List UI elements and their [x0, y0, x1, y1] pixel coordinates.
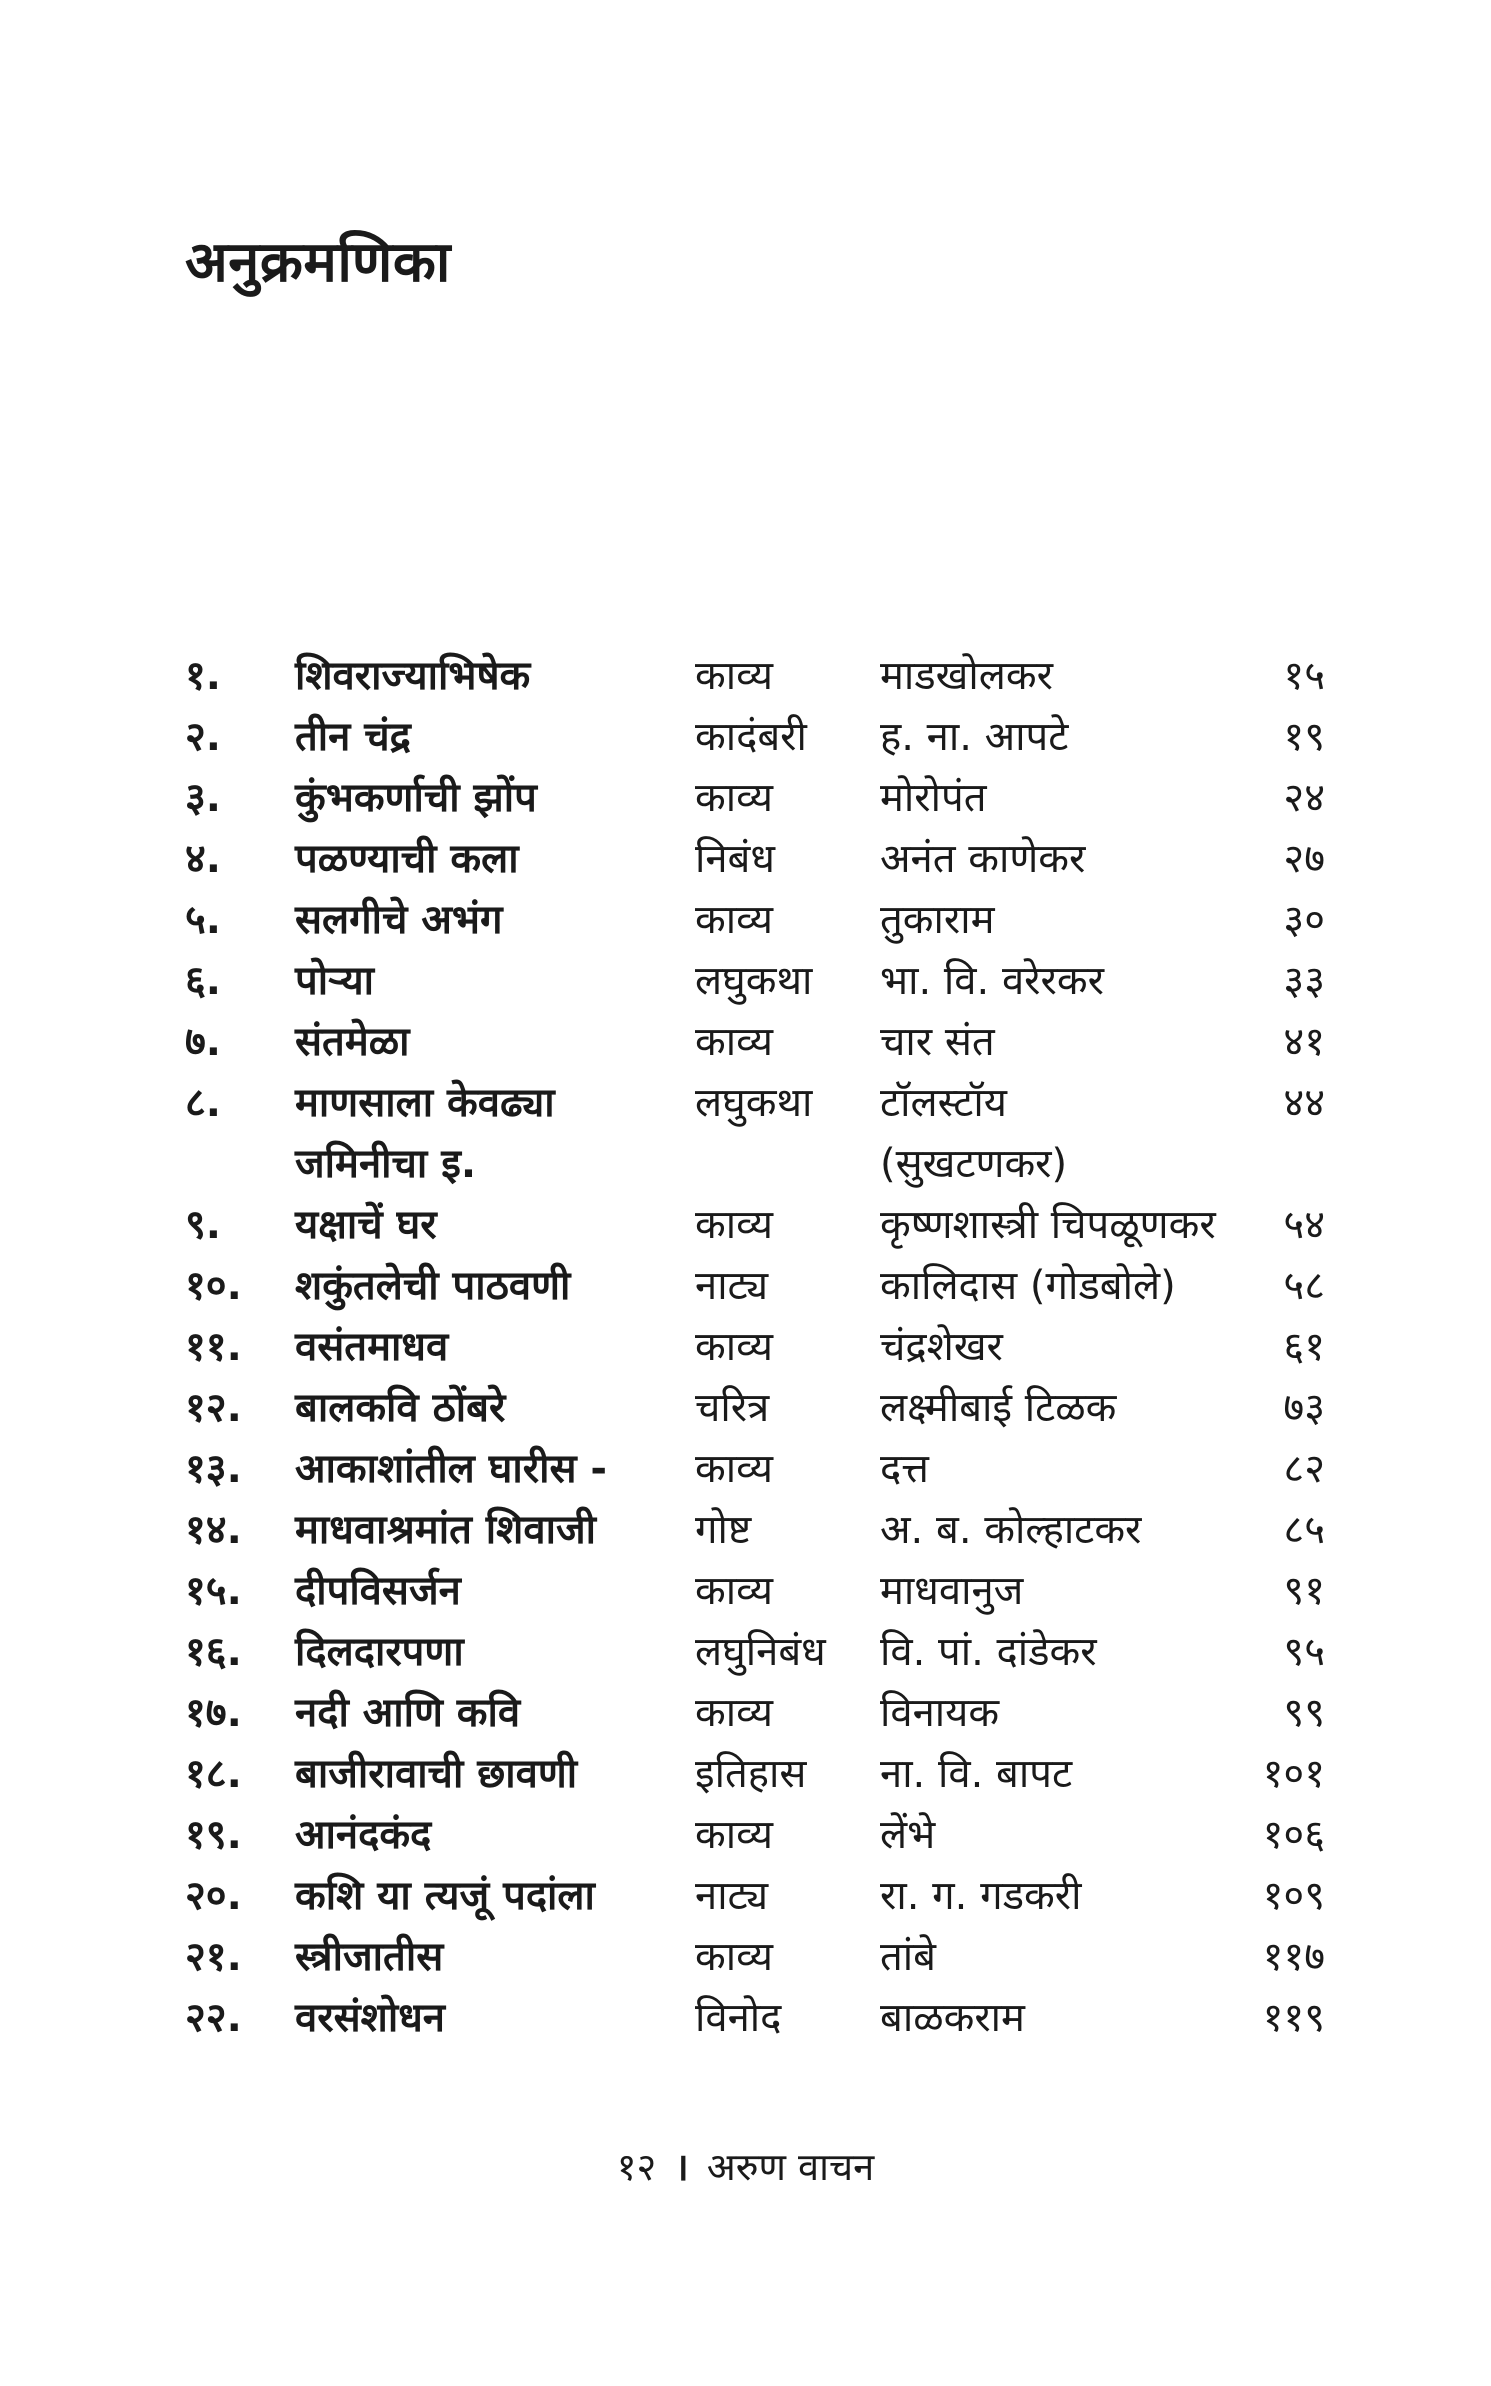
- entry-number: ८.: [185, 1080, 221, 1126]
- entry-title: संतमेळा: [295, 1019, 410, 1065]
- entry-author: चार संत: [880, 1019, 995, 1065]
- entry-genre: लघुनिबंध: [695, 1629, 826, 1675]
- toc-row: [185, 1317, 1325, 1378]
- entry-title: नदी आणि कवि: [295, 1690, 521, 1736]
- entry-title: तीन चंद्र: [295, 714, 411, 760]
- entry-page: ६१: [1283, 1324, 1325, 1370]
- toc-row: [185, 1256, 1325, 1317]
- entry-author: माडखोलकर: [880, 653, 1053, 699]
- entry-number: २२.: [185, 1995, 242, 2041]
- entry-author: भा. वि. वरेरकर: [880, 958, 1104, 1004]
- entry-author: तांबे: [880, 1934, 936, 1980]
- entry-author: अ. ब. कोल्हाटकर: [880, 1507, 1142, 1553]
- toc-row: [185, 1500, 1325, 1561]
- entry-title: वसंतमाधव: [295, 1324, 449, 1370]
- entry-title-line-1: माणसाला केवढ्या: [295, 1080, 555, 1126]
- toc-row: [185, 1744, 1325, 1805]
- entry-title: आनंदकंद: [295, 1812, 432, 1858]
- toc-row: [185, 1622, 1325, 1683]
- entry-genre: नाट्य: [695, 1873, 769, 1919]
- entry-number: २१.: [185, 1934, 242, 1980]
- entry-genre: काव्य: [695, 1934, 773, 1980]
- toc-row: [185, 1561, 1325, 1622]
- entry-genre: गोष्ट: [695, 1507, 752, 1553]
- entry-genre: चरित्र: [695, 1385, 770, 1431]
- entry-author: दत्त: [880, 1446, 929, 1492]
- entry-title: यक्षाचें घर: [295, 1202, 437, 1248]
- entry-author: रा. ग. गडकरी: [880, 1873, 1082, 1919]
- entry-author: ह. ना. आपटे: [880, 714, 1069, 760]
- toc-row: [185, 646, 1325, 707]
- entry-page: ९९: [1283, 1690, 1325, 1736]
- toc-row: [185, 1683, 1325, 1744]
- entry-number: १९.: [185, 1812, 242, 1858]
- entry-number: ६.: [185, 958, 221, 1004]
- entry-author: तुकाराम: [880, 897, 995, 943]
- entry-number: १.: [185, 653, 221, 699]
- entry-title: आकाशांतील घारीस -: [295, 1446, 608, 1492]
- entry-title: [295, 1073, 695, 1195]
- entry-genre: नाट्य: [695, 1263, 769, 1309]
- entry-author-line-1: टॉलस्टॉय: [880, 1080, 1007, 1126]
- entry-number: १६.: [185, 1629, 242, 1675]
- entry-number: १४.: [185, 1507, 242, 1553]
- entry-number: १८.: [185, 1751, 242, 1797]
- entry-page: ८५: [1283, 1507, 1325, 1553]
- toc-row: [185, 1195, 1325, 1256]
- entry-title: शिवराज्याभिषेक: [295, 653, 531, 699]
- entry-page: ३०: [1283, 897, 1325, 943]
- entry-genre: काव्य: [695, 1324, 773, 1370]
- entry-page: ३३: [1283, 958, 1325, 1004]
- entry-page: १०९: [1262, 1873, 1325, 1919]
- entry-genre: काव्य: [695, 1568, 773, 1614]
- toc-row: [185, 768, 1325, 829]
- entry-title: वरसंशोधन: [295, 1995, 445, 2041]
- entry-title: कशि या त्यजूं पदांला: [295, 1873, 595, 1919]
- entry-author: लक्ष्मीबाई टिळक: [880, 1385, 1117, 1431]
- entry-page: ९१: [1283, 1568, 1325, 1614]
- entry-number: ४.: [185, 836, 221, 882]
- entry-author: वि. पां. दांडेकर: [880, 1629, 1097, 1675]
- toc-row: [185, 1012, 1325, 1073]
- entry-genre: काव्य: [695, 1019, 773, 1065]
- entry-title: बाजीरावाची छावणी: [295, 1751, 578, 1797]
- toc-row: [185, 890, 1325, 951]
- entry-author: ना. वि. बापट: [880, 1751, 1073, 1797]
- entry-number: ७.: [185, 1019, 221, 1065]
- entry-number: ३.: [185, 775, 221, 821]
- entry-number: २.: [185, 714, 221, 760]
- entry-title: बालकवि ठोंबरे: [295, 1385, 506, 1431]
- entry-author: चंद्रशेखर: [880, 1324, 1003, 1370]
- page-title: अनुक्रमणिका: [185, 230, 451, 295]
- entry-genre: काव्य: [695, 1446, 773, 1492]
- entry-number: ५.: [185, 897, 221, 943]
- entry-number: १३.: [185, 1446, 242, 1492]
- entry-author: बाळकराम: [880, 1995, 1025, 2041]
- entry-author: विनायक: [880, 1690, 1000, 1736]
- entry-page: ४४: [1283, 1080, 1325, 1126]
- entry-number: ९.: [185, 1202, 221, 1248]
- page-footer: [0, 2140, 1491, 2192]
- entry-page: ११७: [1262, 1934, 1325, 1980]
- footer-separator: ।: [674, 2145, 689, 2189]
- entry-number: १७.: [185, 1690, 242, 1736]
- toc-row: [185, 707, 1325, 768]
- toc-row: [185, 1866, 1325, 1927]
- footer-page-number: १२: [616, 2145, 657, 2189]
- entry-genre: काव्य: [695, 1812, 773, 1858]
- toc-row: [185, 829, 1325, 890]
- entry-number: ११.: [185, 1324, 242, 1370]
- entry-author: मोरोपंत: [880, 775, 987, 821]
- entry-author: कृष्णशास्त्री चिपळूणकर: [880, 1202, 1216, 1248]
- entry-page: ८२: [1283, 1446, 1325, 1492]
- entry-number: १०.: [185, 1263, 242, 1309]
- entry-author: लेंभे: [880, 1812, 936, 1858]
- entry-genre: कादंबरी: [695, 714, 807, 760]
- entry-page: १०१: [1262, 1751, 1325, 1797]
- entry-title: कुंभकर्णाची झोंप: [295, 775, 537, 821]
- entry-genre: काव्य: [695, 653, 773, 699]
- entry-page: ७३: [1283, 1385, 1325, 1431]
- entry-genre: लघुकथा: [695, 958, 813, 1004]
- entry-number: १५.: [185, 1568, 242, 1614]
- entry-genre: काव्य: [695, 1202, 773, 1248]
- entry-author: कालिदास (गोडबोले): [880, 1263, 1176, 1309]
- entry-number: २०.: [185, 1873, 242, 1919]
- toc-row: [185, 1805, 1325, 1866]
- entry-author: [880, 1073, 1225, 1195]
- entry-author: माधवानुज: [880, 1568, 1024, 1614]
- toc-row: [185, 1439, 1325, 1500]
- entry-number: १२.: [185, 1385, 242, 1431]
- entry-genre: काव्य: [695, 1690, 773, 1736]
- entry-title: माधवाश्रमांत शिवाजी: [295, 1507, 597, 1553]
- entry-genre: इतिहास: [695, 1751, 807, 1797]
- entry-page: १५: [1283, 653, 1325, 699]
- entry-title: दिलदारपणा: [295, 1629, 464, 1675]
- entry-page: २७: [1283, 836, 1325, 882]
- entry-title: पळण्याची कला: [295, 836, 519, 882]
- entry-page: ५८: [1283, 1263, 1325, 1309]
- entry-genre: निबंध: [695, 836, 775, 882]
- toc-row: [185, 1988, 1325, 2049]
- entry-page: ११९: [1262, 1995, 1325, 2041]
- entry-author: अनंत काणेकर: [880, 836, 1086, 882]
- entry-title: दीपविसर्जन: [295, 1568, 461, 1614]
- entry-page: ४१: [1283, 1019, 1325, 1065]
- entry-title: स्त्रीजातीस: [295, 1934, 444, 1980]
- toc-row: [185, 951, 1325, 1012]
- toc-row: [185, 1927, 1325, 1988]
- entry-page: १९: [1283, 714, 1325, 760]
- entry-genre: लघुकथा: [695, 1080, 813, 1126]
- entry-genre: विनोद: [695, 1995, 782, 2041]
- entry-title: शकुंतलेची पाठवणी: [295, 1263, 571, 1309]
- entry-title: पोऱ्या: [295, 958, 374, 1004]
- entry-genre: काव्य: [695, 897, 773, 943]
- toc-row: [185, 1073, 1325, 1195]
- footer-book-title: अरुण वाचन: [706, 2145, 875, 2189]
- entry-page: १०६: [1262, 1812, 1325, 1858]
- table-of-contents: [185, 646, 1325, 2049]
- toc-row: [185, 1378, 1325, 1439]
- entry-author-line-2: (सुखटणकर): [880, 1141, 1068, 1187]
- entry-page: ९५: [1283, 1629, 1325, 1675]
- entry-page: २४: [1283, 775, 1325, 821]
- entry-page: ५४: [1283, 1202, 1325, 1248]
- entry-title: सलगीचे अभंग: [295, 897, 503, 943]
- entry-genre: काव्य: [695, 775, 773, 821]
- entry-title-line-2: जमिनीचा इ.: [295, 1141, 477, 1187]
